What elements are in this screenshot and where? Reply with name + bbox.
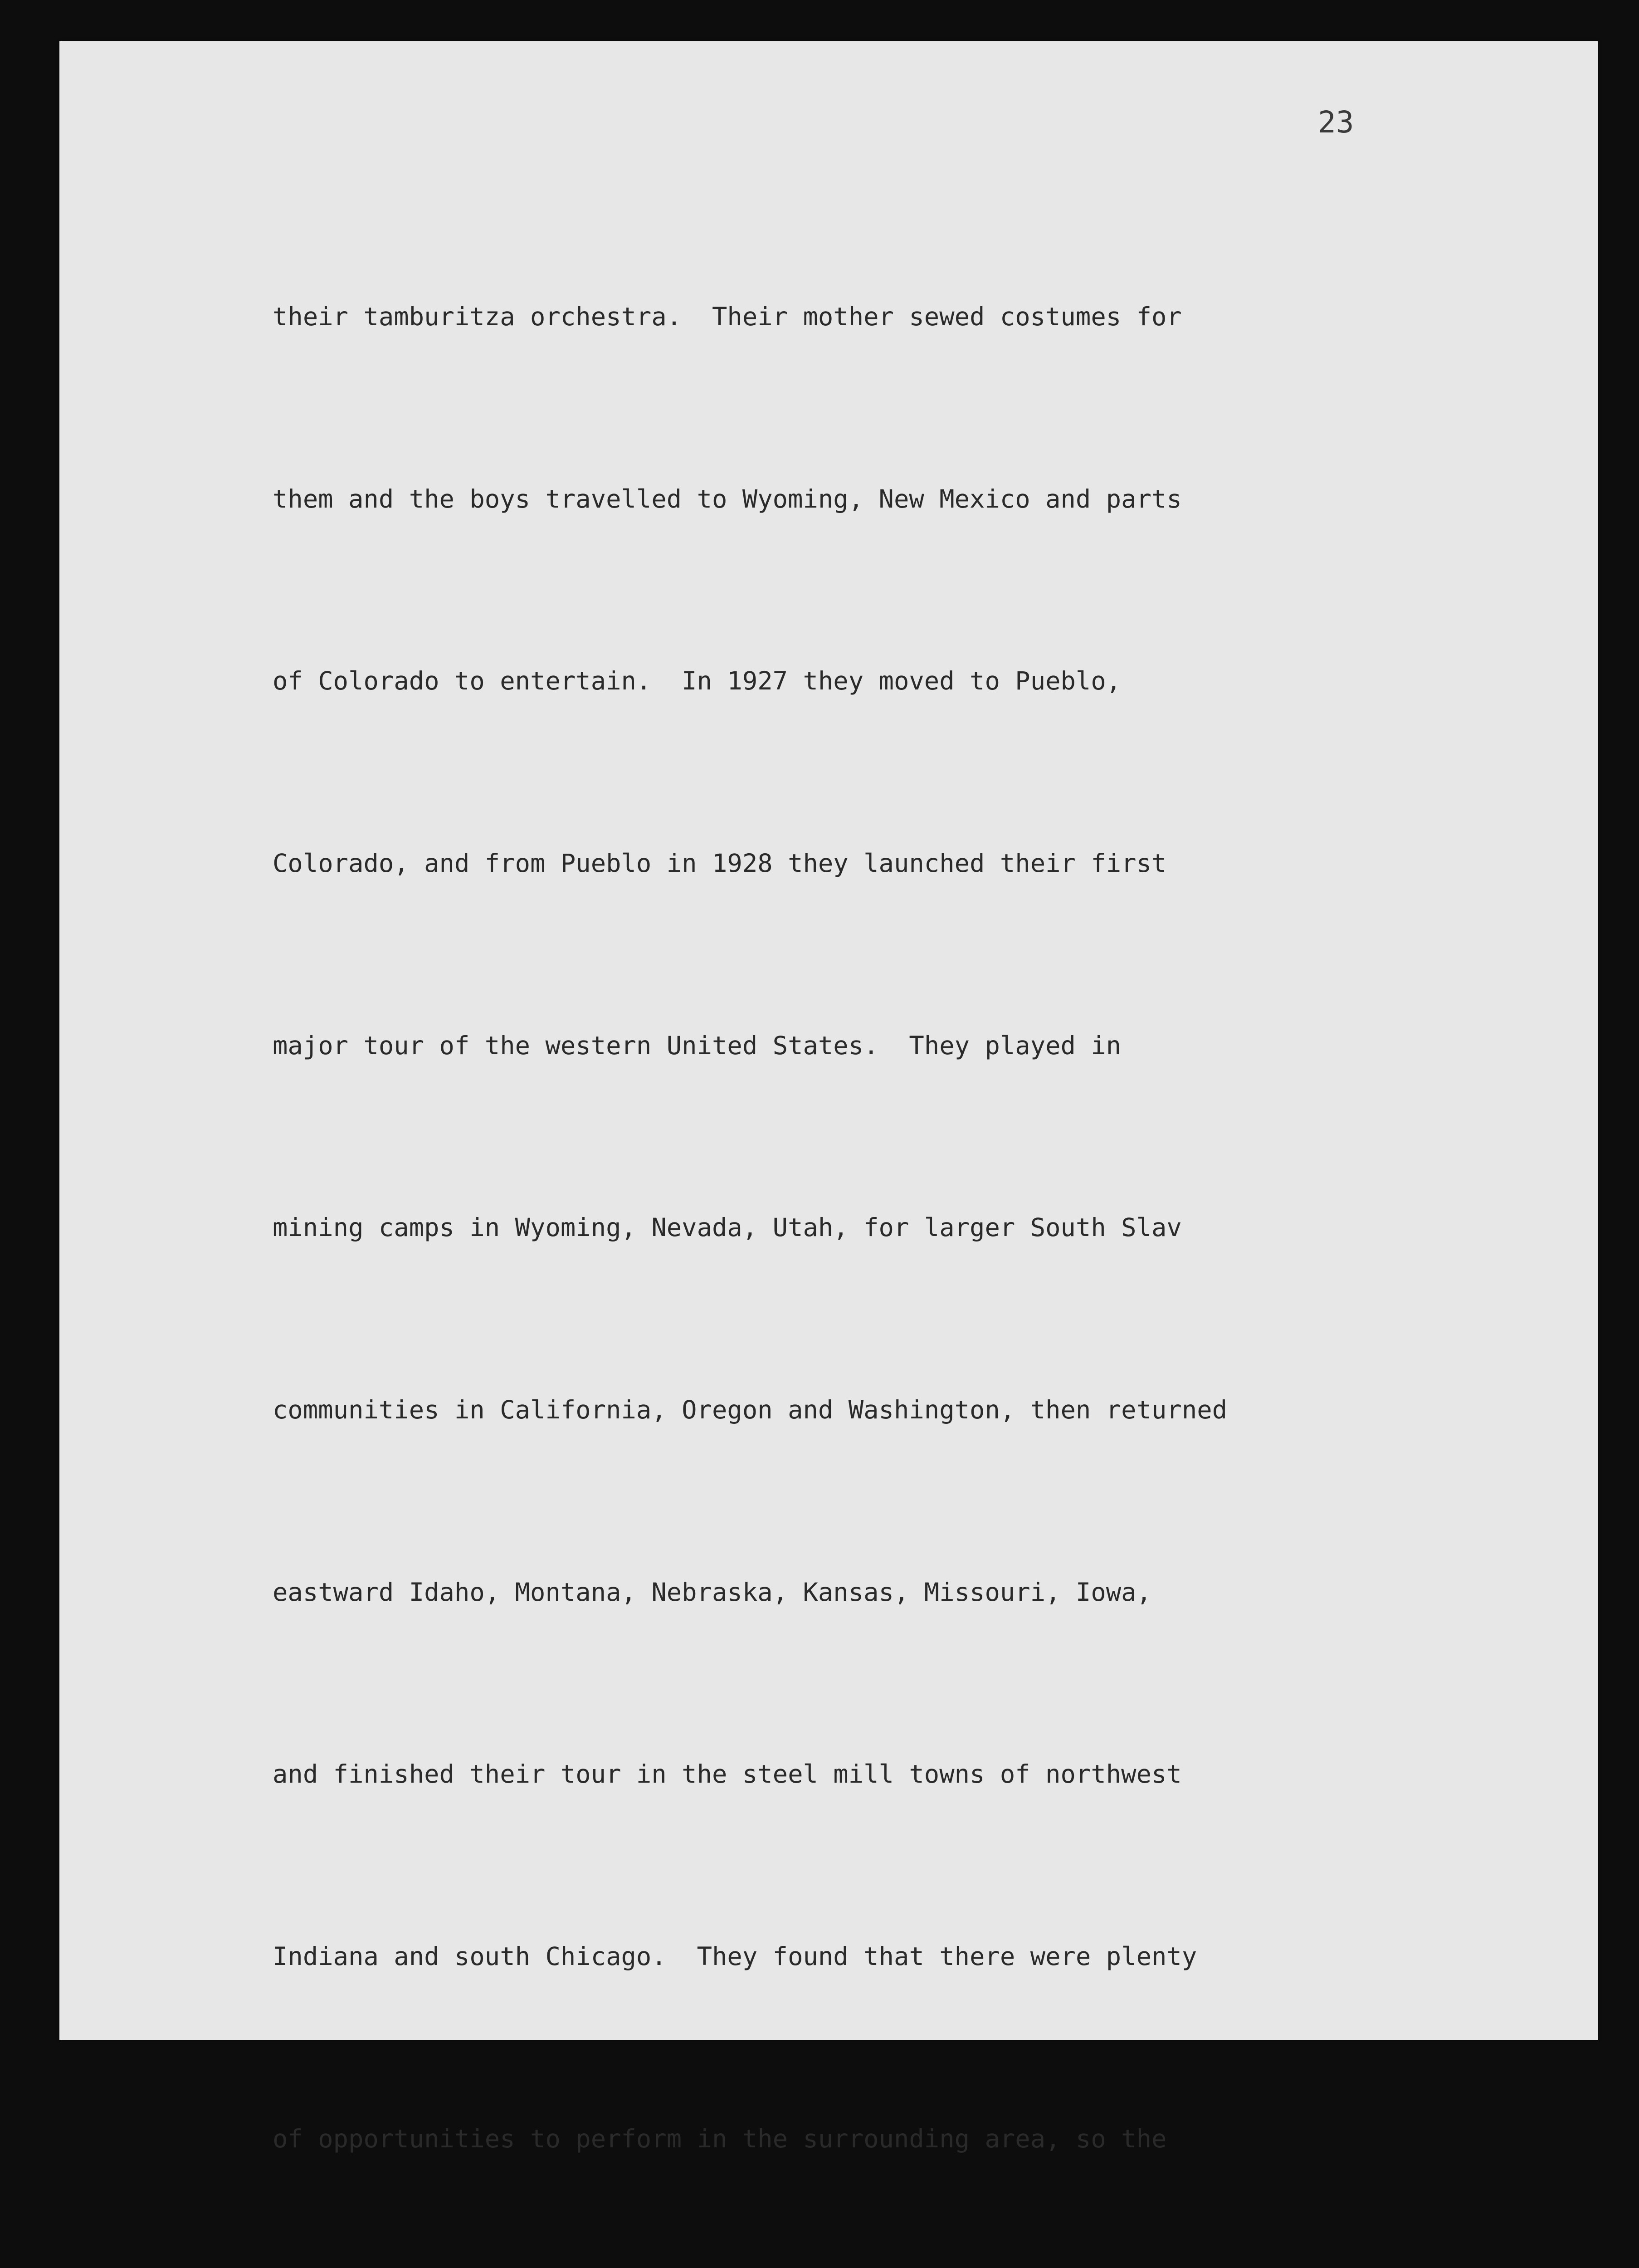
text-line: and finished their tour in the steel mill towns of northwest bbox=[273, 1760, 1182, 1789]
text-line: mining camps in Wyoming, Nevada, Utah, for larger South Slav bbox=[273, 1213, 1182, 1243]
page-number: 23 bbox=[1318, 105, 1354, 140]
text-line: eastward Idaho, Montana, Nebraska, Kansas, Missouri, Iowa, bbox=[273, 1577, 1152, 1607]
body-text bbox=[273, 165, 1588, 2268]
text-line: major tour of the western United States. They played in bbox=[273, 1031, 1122, 1061]
text-line: of opportunities to perform in the surrounding area, so the bbox=[273, 2124, 1167, 2154]
document-page bbox=[59, 41, 1598, 2154]
text-line: their tamburitza orchestra. Their mother sewed costumes for bbox=[273, 302, 1182, 332]
text-line: Indiana and south Chicago. They found that there were plenty bbox=[273, 1942, 1197, 1972]
text-line: communities in California, Oregon and Washington, then returned bbox=[273, 1395, 1228, 1425]
text-line: of Colorado to entertain. In 1927 they moved to Pueblo, bbox=[273, 666, 1122, 696]
text-line: them and the boys travelled to Wyoming, New Mexico and parts bbox=[273, 484, 1182, 514]
text-line: Colorado, and from Pueblo in 1928 they launched their first bbox=[273, 848, 1167, 878]
